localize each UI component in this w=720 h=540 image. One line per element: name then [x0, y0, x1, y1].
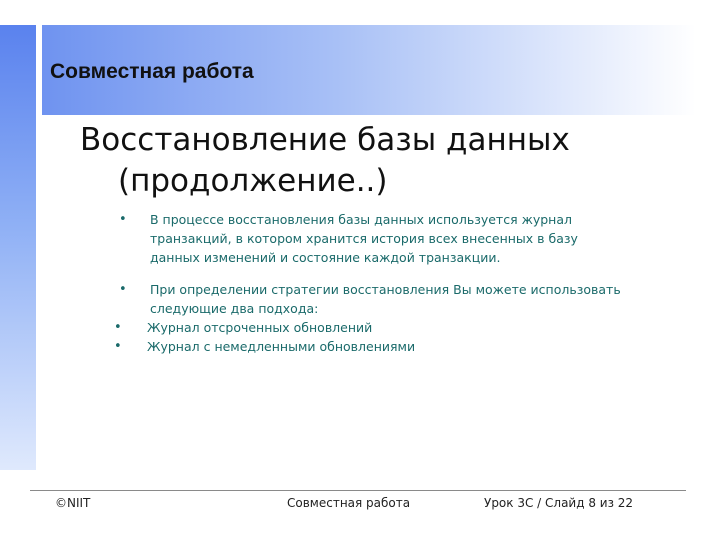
left-decorative-bar [0, 25, 36, 470]
sub-bullet-item [70, 318, 685, 337]
bullet-item [110, 210, 685, 267]
sub-bullet-label: Журнал с немедленными обновлениями [147, 339, 416, 354]
slide-title-line1: Восстановление базы данных [80, 122, 570, 158]
header-title: Совместная работа [50, 60, 254, 83]
slide-title [80, 120, 680, 202]
sub-bullet-icon: • [114, 320, 122, 335]
footer-copyright: ©NIIT [55, 496, 91, 510]
bullet-line: данных изменений и состояние каждой транзакции. [150, 250, 501, 265]
bullet-line: следующие два подхода: [150, 301, 319, 316]
bullet-line: транзакций, в котором хранится история всех внесенных в базу [150, 231, 578, 246]
footer-course-title: Совместная работа [287, 496, 411, 510]
bullet-list [110, 210, 685, 356]
slide-title-line2: (продолжение..) [118, 163, 388, 199]
bullet-icon: • [119, 212, 127, 227]
bullet-line: В процессе восстановления базы данных используется журнал [150, 212, 572, 227]
sub-bullet-icon: • [114, 339, 122, 354]
sub-bullet-item [70, 337, 685, 356]
footer-slide-number: Урок 3С / Слайд 8 из 22 [484, 496, 634, 510]
bullet-icon: • [119, 282, 127, 297]
footer-divider [30, 490, 686, 491]
bullet-line: При определении стратегии восстановления Вы можете использовать [150, 282, 621, 297]
bullet-item [110, 280, 685, 318]
sub-bullet-label: Журнал отсроченных обновлений [147, 320, 373, 335]
